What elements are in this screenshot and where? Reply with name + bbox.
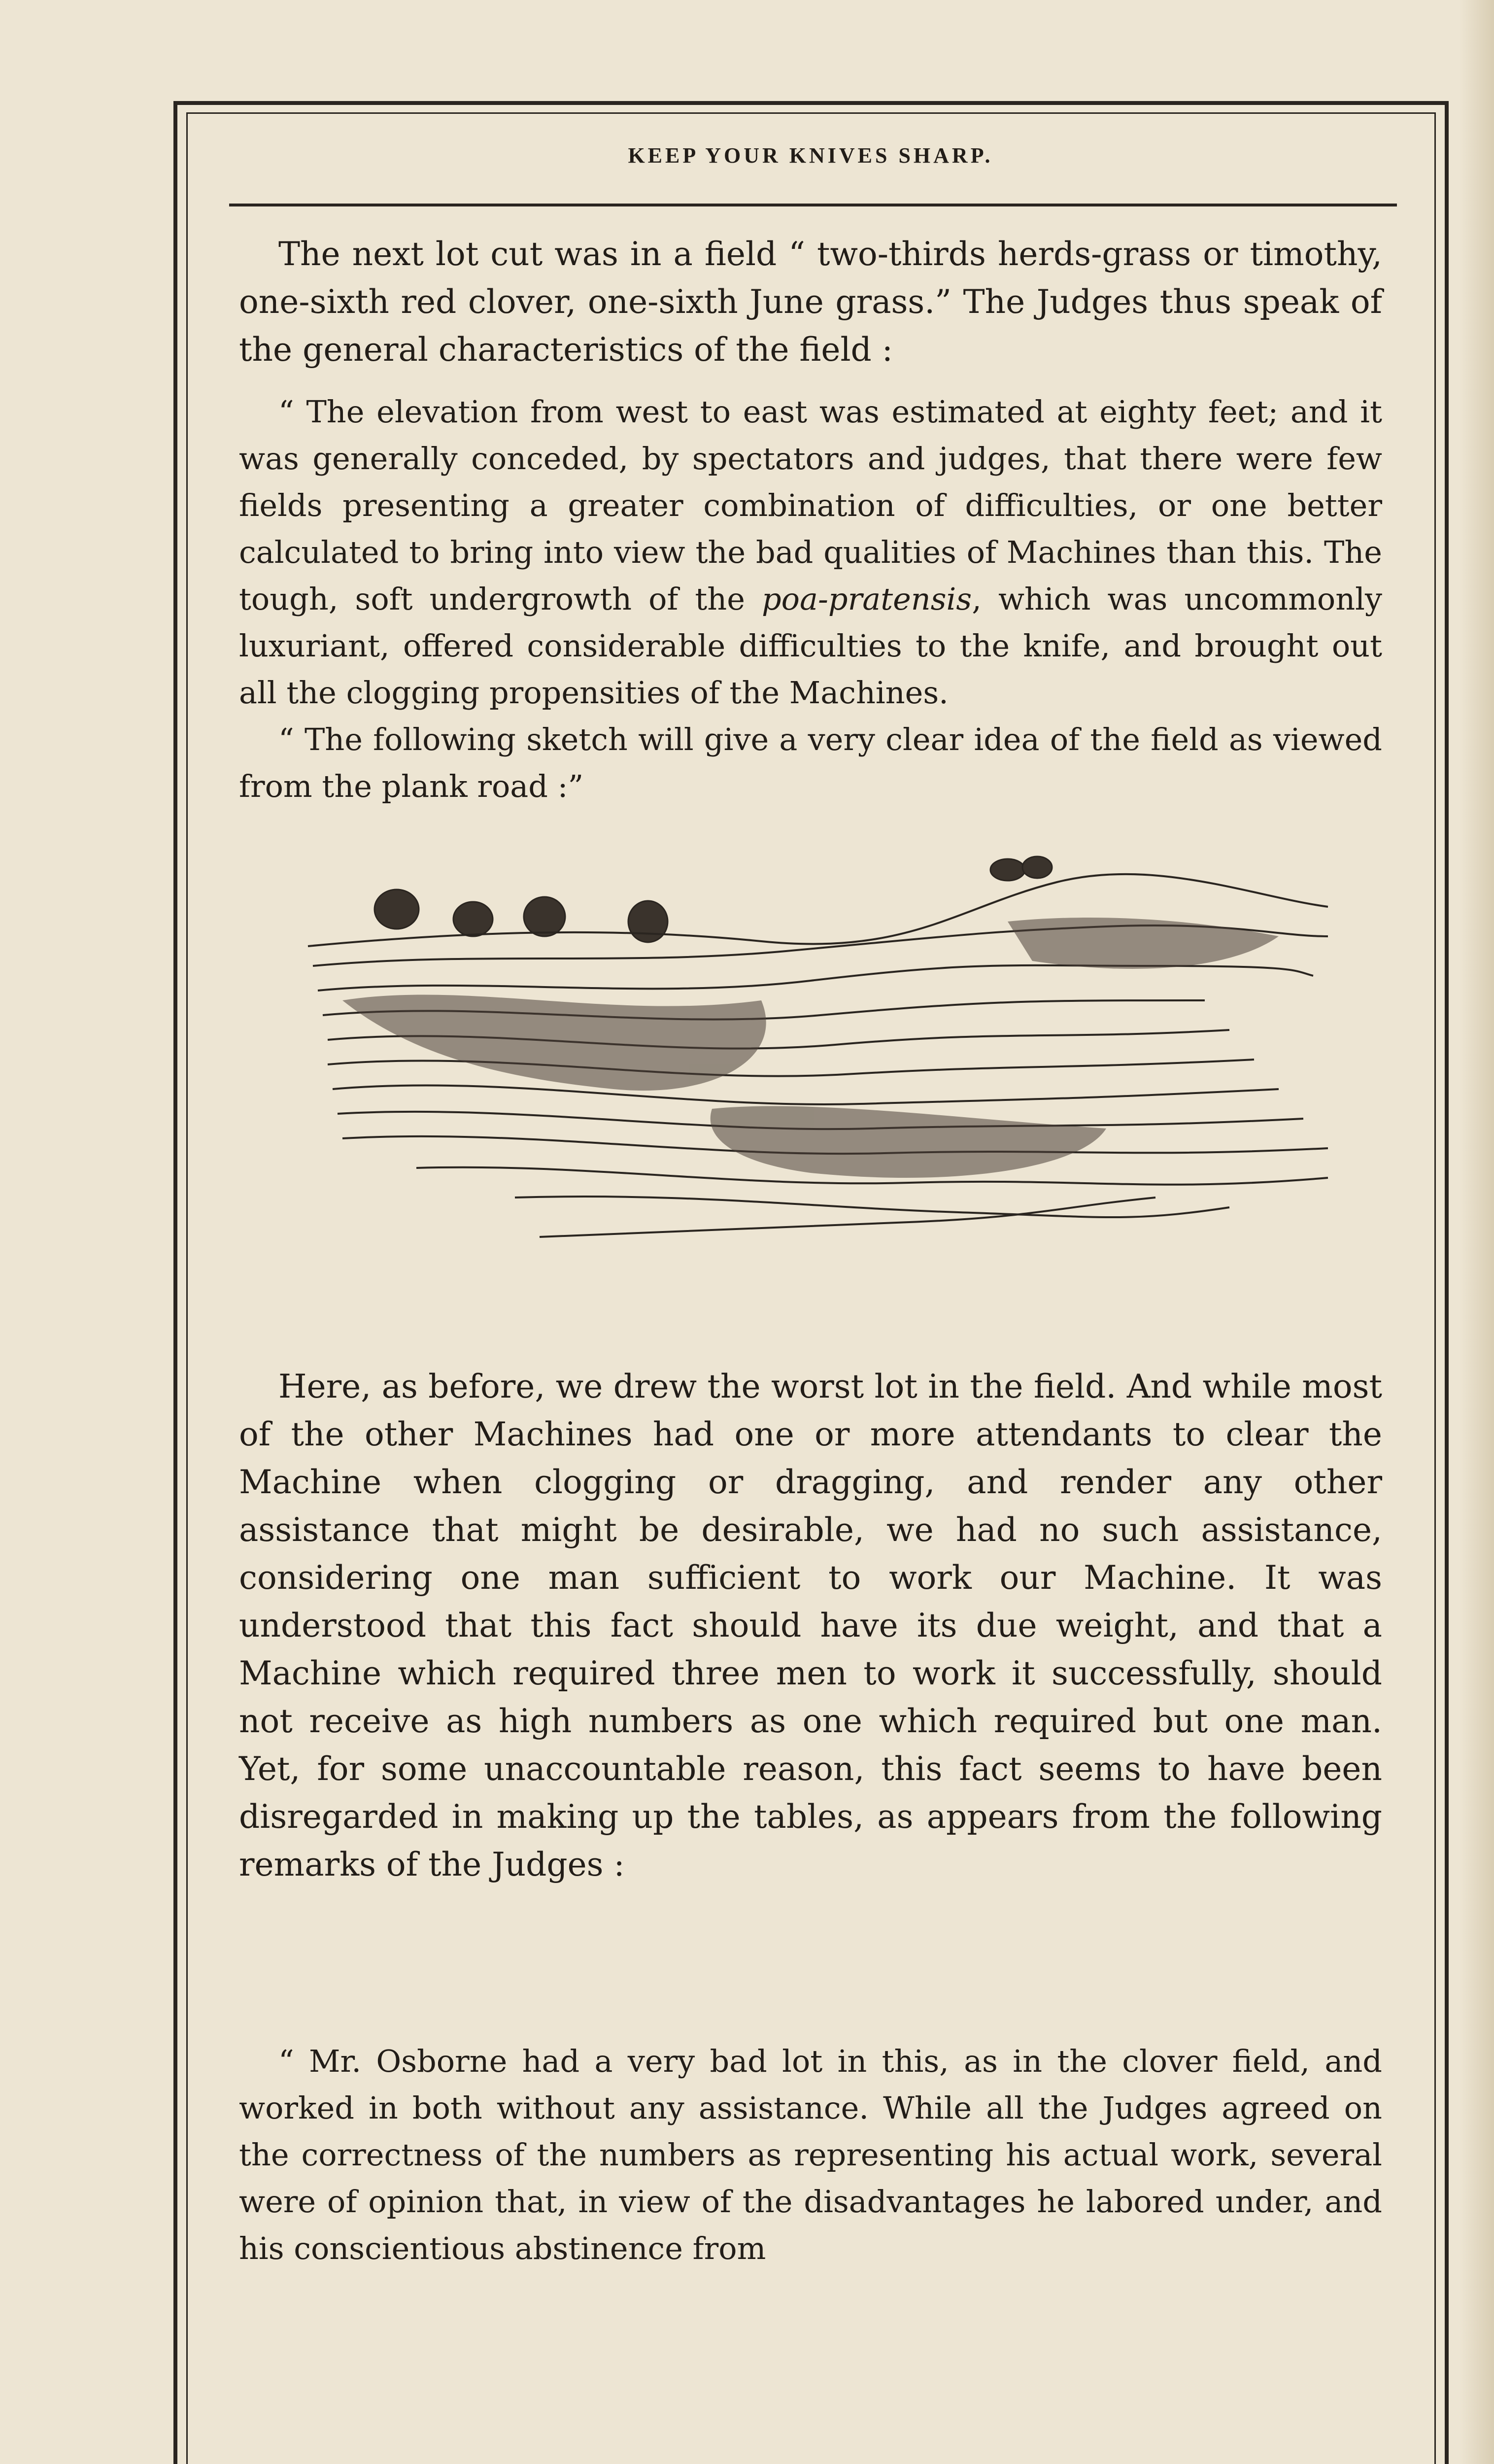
quote-text-continued: , which was uncommonly luxuriant, offered considerable difficulties to the knife, and brought out all the clogging propensities of the Machines. [239,581,1382,711]
tree [1022,856,1052,878]
tree [990,859,1025,881]
field-sketch-illustration [269,853,1377,1286]
page-edge [1460,0,1494,2464]
tree [524,897,565,936]
tree [374,890,419,929]
head-rule [229,204,1397,206]
sketch-trees [374,856,1052,942]
quote-italic-term: poa-pratensis [761,581,972,617]
sketch-shading [342,918,1279,1178]
quote-text: “ The elevation from west to east was estimated at eighty feet; and it was generally conceded, by spectators and judges, that there were few fields presenting a greater combination of difficulties, or one better calculated to bring into view the bad qualities of Machines than this. The tough, soft undergrowth of the [239,394,1382,617]
tree [628,901,668,942]
tree [453,902,493,936]
judges-quote-sketch-intro: “ The following sketch will give a very clear idea of the field as viewed from the plank road :” [239,721,1382,804]
paragraph-field-description: The next lot cut was in a field “ two-thirds herds-grass or timothy, one-sixth red clover, one-sixth June grass.” The Judges thus speak of the general characteristics of the field : [239,235,1382,369]
judges-quote-elevation [239,388,1382,716]
page-content [195,121,1426,2464]
running-head: KEEP YOUR KNIVES SHARP. [628,143,993,168]
paragraph-worst-lot: Here, as before, we drew the worst lot in the field. And while most of the other Machines had one or more attendants to clear the Machine when clogging or dragging, and render any other assistance that might be desirable, we had no such assistance, considering one man sufficient to work our Machine. It was understood that this fact should have its due weight, and that a Machine which required three men to work it successfully, should not receive as high numbers as one which required but one man. Yet, for some unaccountable reason, this fact seems to have been disregarded in making up the tables, as appears from the following remarks of the Judges : [239,1368,1382,1883]
judges-quote-osborne: “ Mr. Osborne had a very bad lot in this, as in the clover field, and worked in both without any assistance. While all the Judges agreed on the correctness of the numbers as representing his actual work, several were of opinion that, in view of the disadvantages he labored under, and his conscientious abstinence from [239,2043,1382,2266]
